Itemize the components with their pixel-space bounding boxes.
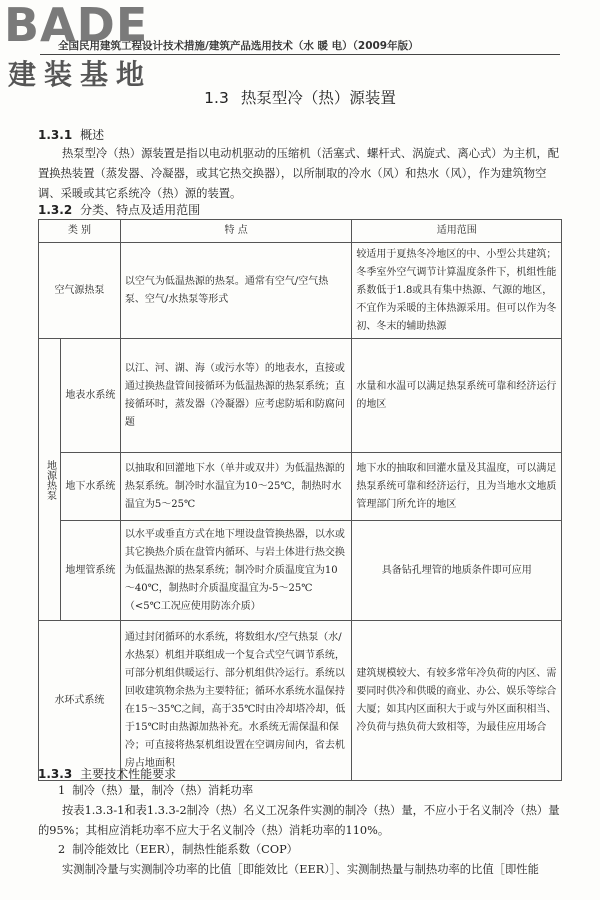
- item-2-heading: [58, 840, 562, 860]
- row-feature: 以江、河、湖、海（或污水等）的地表水，直接或通过换热盘管间接循环为低温热源的热泵系统；直接循环时，蒸发器（冷凝器）应考虑防垢和防腐问题: [120, 339, 352, 453]
- overview-paragraph: 热泵型冷（热）源装置是指以电动机驱动的压缩机（活塞式、螺杆式、涡旋式、离心式）为主机，配置换热装置（蒸发器、冷凝器，或其它热交换器），以所制取的冷水（风）和热水（风），作为建筑物空调、采暖或其它系统冷（热）源的装置。: [38, 147, 560, 200]
- row-feature: 以水平或垂直方式在地下埋设盘管换热器，以水或其它换热介质在盘管内循环、与岩土体进行热交换为低温热源的热泵系统；制冷时介质温度宜为10～40℃，制热时介质温度温宜为-5～25℃（<5℃工况应使用防冻介质）: [120, 521, 352, 621]
- header-category: 类 别: [39, 220, 121, 243]
- row-category: 地下水系统: [60, 453, 120, 521]
- subsection-title: 分类、特点及适用范围: [80, 203, 201, 217]
- group-label: 地源热泵: [39, 339, 61, 621]
- subsection-number: 1.3.1: [38, 128, 73, 142]
- row-application: 建筑规模较大、有较多常年冷负荷的内区、需要同时供冷和供暖的商业、办公、娱乐等综合大厦；如其内区面积大于或与外区面积相当、冷负荷与热负荷大致相等，为最佳应用场合: [352, 621, 562, 781]
- item-1-paragraph: 按表1.3.3-1和表1.3.3-2制冷（热）名义工况条件实测的制冷（热）量，不应小于名义制冷（热）量的95%；其相应消耗功率不应大于名义制冷（热）消耗功率的110%。: [38, 804, 560, 837]
- table-row: [39, 521, 562, 621]
- row-application: 地下水的抽取和回灌水量及其温度，可以满足热泵系统可靠和经济运行，且为当地水文地质管理部门所允许的地区: [352, 453, 562, 521]
- running-header: 全国民用建筑工程设计技术措施/建筑产品选用技术（水 暖 电）（2009年版）: [58, 40, 419, 52]
- item-number: 2: [58, 843, 66, 856]
- row-category: 水环式系统: [39, 621, 121, 781]
- table-row: [39, 339, 562, 453]
- subsection-number: 1.3.2: [38, 203, 73, 217]
- row-category: 地埋管系统: [60, 521, 120, 621]
- subsection-1-3-3: [38, 765, 176, 782]
- row-feature: 通过封闭循环的水系统，将数组水/空气热泵（水/水热泵）机组并联组成一个复合式空气调节系统，可部分机组供暖运行、部分机组供冷运行。系统以回收建筑物余热为主要特征；循环水系统水温保持在15～35℃之间，高于35℃时由冷却塔冷却，低于15℃时由热源加热补充。水系统无需保温和保冷；可直接将热泵机组设置在空调房间内，省去机房占地面积: [120, 621, 352, 781]
- subsection-1-3-1: [38, 126, 104, 143]
- row-category: 地表水系统: [60, 339, 120, 453]
- section-title-text: 热泵型冷（热）源装置: [240, 89, 396, 107]
- subsection-number: 1.3.3: [38, 767, 73, 781]
- header-application: 适用范围: [352, 220, 562, 243]
- row-application: 具备钻孔埋管的地质条件即可应用: [352, 521, 562, 621]
- row-application: 水量和水温可以满足热泵系统可靠和经济运行的地区: [352, 339, 562, 453]
- header-rule: [40, 54, 560, 55]
- classification-table: [38, 219, 562, 781]
- subsection-1-3-2: [38, 201, 200, 218]
- subsection-title: 主要技术性能要求: [80, 767, 177, 781]
- table-row: [39, 621, 562, 781]
- row-category: 空气源热泵: [39, 243, 121, 339]
- table-row: [39, 453, 562, 521]
- item-1-heading: [58, 781, 562, 801]
- item-2-paragraph: 实测制冷量与实测制冷功率的比值［即能效比（EER）］、实测制热量与制热功率的比值［即性能: [62, 863, 539, 876]
- table-header-row: [39, 220, 562, 243]
- item-title: 制冷（热）量，制冷（热）消耗功率: [72, 784, 254, 797]
- section-number: 1.3: [204, 89, 229, 107]
- row-application: 较适用于夏热冬冷地区的中、小型公共建筑；冬季室外空气调节计算温度条件下，机组性能系数低于1.8或具有集中热源、气源的地区，不宜作为采暖的主体热源采用。但可以作为冬初、冬末的辅助热源: [352, 243, 562, 339]
- table-row: [39, 243, 562, 339]
- item-title: 制冷能效比（EER），制热性能系数（COP）: [72, 843, 298, 856]
- logo: BADE: [4, 0, 149, 52]
- section-title: [0, 86, 600, 108]
- header-feature: 特 点: [120, 220, 352, 243]
- item-number: 1: [58, 784, 66, 797]
- row-feature: 以空气为低温热源的热泵。通常有空气/空气热泵、空气/水热泵等形式: [120, 243, 352, 339]
- row-feature: 以抽取和回灌地下水（单井或双井）为低温热源的热泵系统。制冷时水温宜为10～25℃，制热时水温宜为5～25℃: [120, 453, 352, 521]
- subsection-title: 概述: [80, 128, 105, 142]
- logo-subtitle: 建装基地: [8, 58, 153, 91]
